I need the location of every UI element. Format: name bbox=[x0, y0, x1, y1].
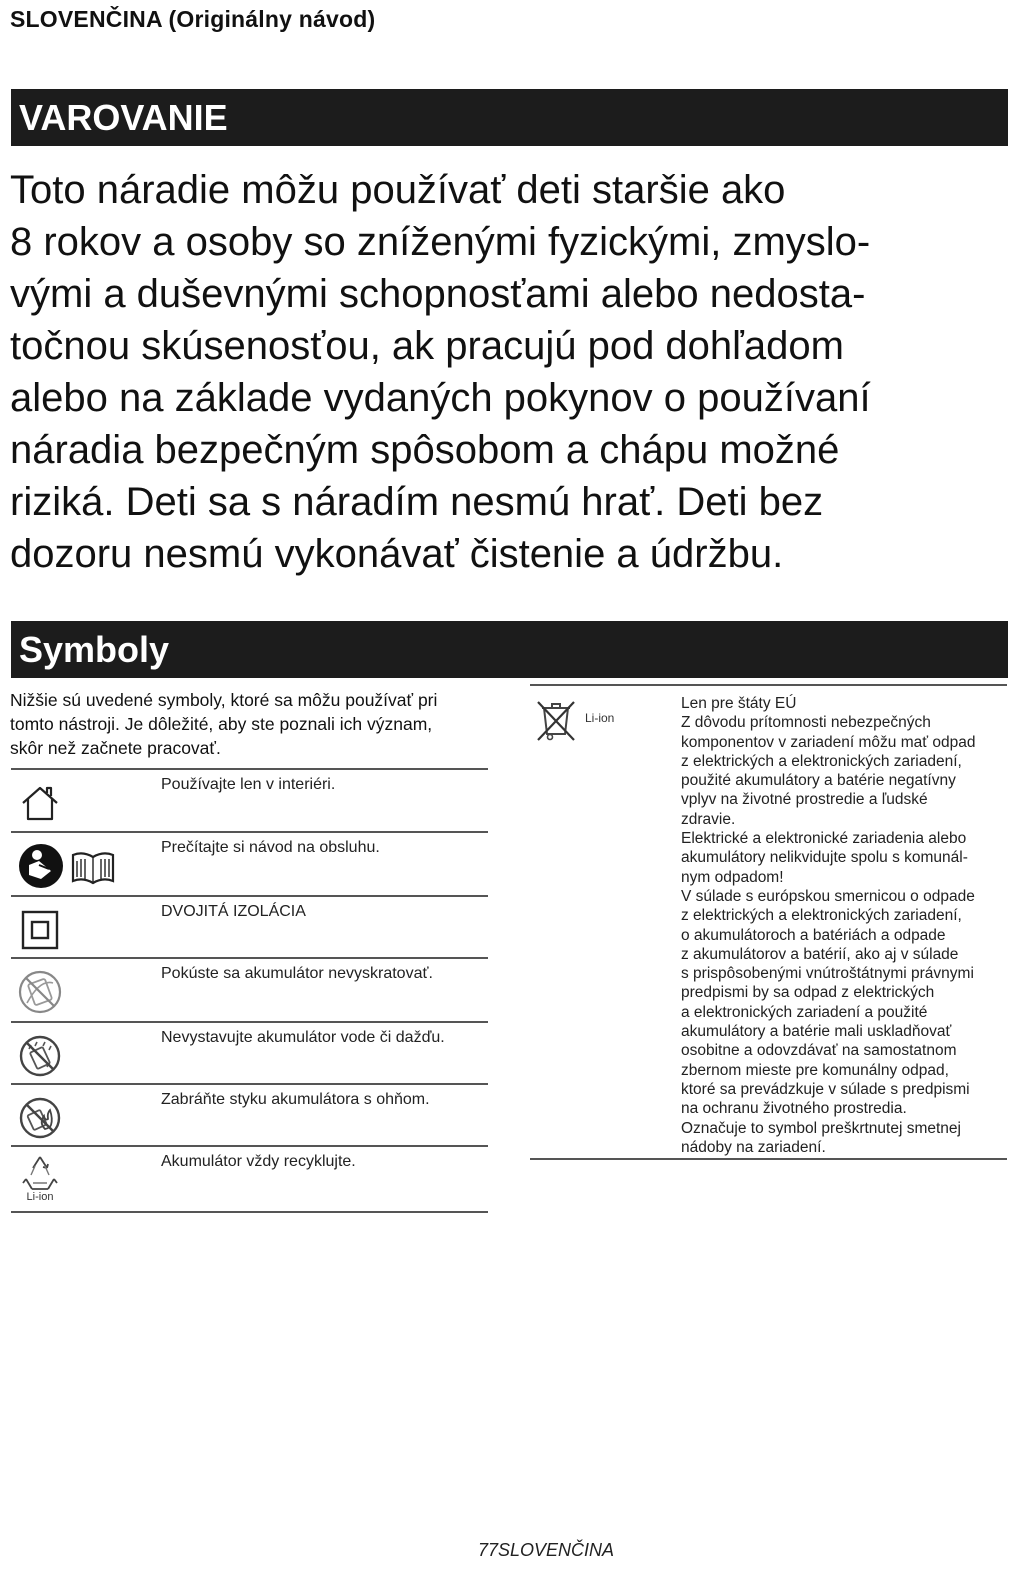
weee-line: nádoby na zariadení. bbox=[681, 1138, 826, 1156]
intro-line: skôr než začnete pracovať. bbox=[10, 738, 221, 758]
no-fire-icon bbox=[17, 1095, 63, 1141]
weee-line: vplyv na životné prostredie a ľudské bbox=[681, 791, 928, 809]
weee-line: Označuje to symbol preškrtnutej smetnej bbox=[681, 1119, 961, 1137]
weee-line: osobitne a odovzdávať na samostatnom bbox=[681, 1042, 957, 1060]
page-footer: 77SLOVENČINA bbox=[478, 1540, 615, 1560]
weee-line: akumulátory nelikvidujte spolu s komunál- bbox=[681, 849, 968, 867]
warning-text bbox=[10, 164, 1010, 580]
symbol-row bbox=[11, 1021, 488, 1083]
warning-line: riziká. Deti sa s náradím nesmú hrať. Deti bez bbox=[10, 480, 824, 524]
symbol-row bbox=[11, 957, 488, 1021]
symbol-text: Prečítajte si návod na obsluhu. bbox=[161, 839, 380, 856]
warning-line: náradia bezpečným spôsobom a chápu možné bbox=[10, 428, 840, 472]
no-rain-icon bbox=[17, 1033, 63, 1079]
warning-line: dozoru nesmú vykonávať čistenie a údržbu. bbox=[10, 532, 784, 576]
document-header: SLOVENČINA (Originálny návod) bbox=[10, 6, 376, 32]
weee-line: komponentov v zariadení môžu mať odpad bbox=[681, 733, 976, 751]
symbol-text: DVOJITÁ IZOLÁCIA bbox=[161, 903, 306, 920]
weee-line: predpismi by sa odpad z elektrických bbox=[681, 984, 935, 1002]
warning-line: alebo na základe vydaných pokynov o používaní bbox=[10, 376, 871, 420]
weee-line: s prispôsobenými vnútroštátnymi právnymi bbox=[681, 965, 974, 983]
weee-line: o akumulátoroch a batériách a odpade bbox=[681, 926, 946, 944]
weee-line: zdravie. bbox=[681, 810, 736, 828]
warning-line: vými a duševnými schopnosťami alebo nedosta- bbox=[10, 272, 866, 316]
no-short-circuit-icon bbox=[17, 969, 63, 1015]
house-icon bbox=[17, 780, 63, 826]
weee-line: akumulátory a batérie mali uskladňovať bbox=[681, 1023, 952, 1041]
symbols-table bbox=[11, 768, 488, 1213]
weee-line: Z dôvodu prítomnosti nebezpečných bbox=[681, 714, 931, 732]
intro-line: tomto nástroji. Je dôležité, aby ste poznali ich význam, bbox=[10, 714, 433, 734]
weee-line: použité akumulátory a batérie negatívny bbox=[681, 772, 956, 790]
recycle-icon bbox=[17, 1153, 63, 1203]
warning-line: točnou skúsenosťou, ak pracujú pod dohľadom bbox=[10, 324, 844, 368]
weee-line: z elektrických a elektronických zariadení, bbox=[681, 752, 962, 770]
symbol-text: Používajte len v interiéri. bbox=[161, 776, 336, 793]
warning-line: 8 rokov a osoby so zníženými fyzickými, zmyslo- bbox=[10, 220, 871, 264]
warning-heading: VAROVANIE bbox=[11, 89, 1008, 146]
symbol-text: Pokúste sa akumulátor nevyskratovať. bbox=[161, 965, 433, 982]
weee-line: Elektrické a elektronické zariadenia alebo bbox=[681, 830, 967, 848]
weee-line: zbernom mieste pre komunálny odpad, bbox=[681, 1061, 949, 1079]
symbol-text: Zabráňte styku akumulátora s ohňom. bbox=[161, 1091, 430, 1108]
weee-line: z elektrických a elektronických zariadení, bbox=[681, 907, 962, 925]
weee-line: V súlade s európskou smernicou o odpade bbox=[681, 887, 975, 905]
symbol-row bbox=[11, 895, 488, 957]
symbol-row bbox=[11, 831, 488, 895]
read-manual-icon bbox=[17, 843, 117, 889]
weee-badge: Li-ion bbox=[585, 711, 615, 725]
symbols-intro bbox=[10, 688, 490, 760]
weee-line: z akumulátorov a batérií, ako aj v súlade bbox=[681, 945, 959, 963]
weee-line: Len pre štáty EÚ bbox=[681, 695, 797, 712]
weee-block bbox=[530, 684, 1007, 1160]
symbol-row bbox=[11, 768, 488, 831]
recycle-badge: Li-ion bbox=[26, 1191, 54, 1203]
crossed-bin-icon bbox=[534, 696, 578, 749]
symbols-heading: Symboly bbox=[11, 621, 1008, 678]
warning-line: Toto náradie môžu používať deti staršie ako bbox=[10, 168, 786, 212]
weee-line: a elektronických zariadení a použité bbox=[681, 1003, 928, 1021]
weee-line: nym odpadom! bbox=[681, 868, 784, 886]
weee-text bbox=[681, 694, 1003, 1157]
symbol-row bbox=[11, 1145, 488, 1213]
symbol-row bbox=[11, 1083, 488, 1145]
symbol-text: Akumulátor vždy recyklujte. bbox=[161, 1153, 356, 1170]
intro-line: Nižšie sú uvedené symboly, ktoré sa môžu používať pri bbox=[10, 690, 438, 710]
weee-line: na ochranu životného prostredia. bbox=[681, 1100, 907, 1118]
weee-line: ktoré sa prevádzkuje v súlade s predpismi bbox=[681, 1080, 970, 1098]
symbol-text: Nevystavujte akumulátor vode či dažďu. bbox=[161, 1029, 445, 1046]
double-insulation-icon bbox=[17, 907, 63, 953]
